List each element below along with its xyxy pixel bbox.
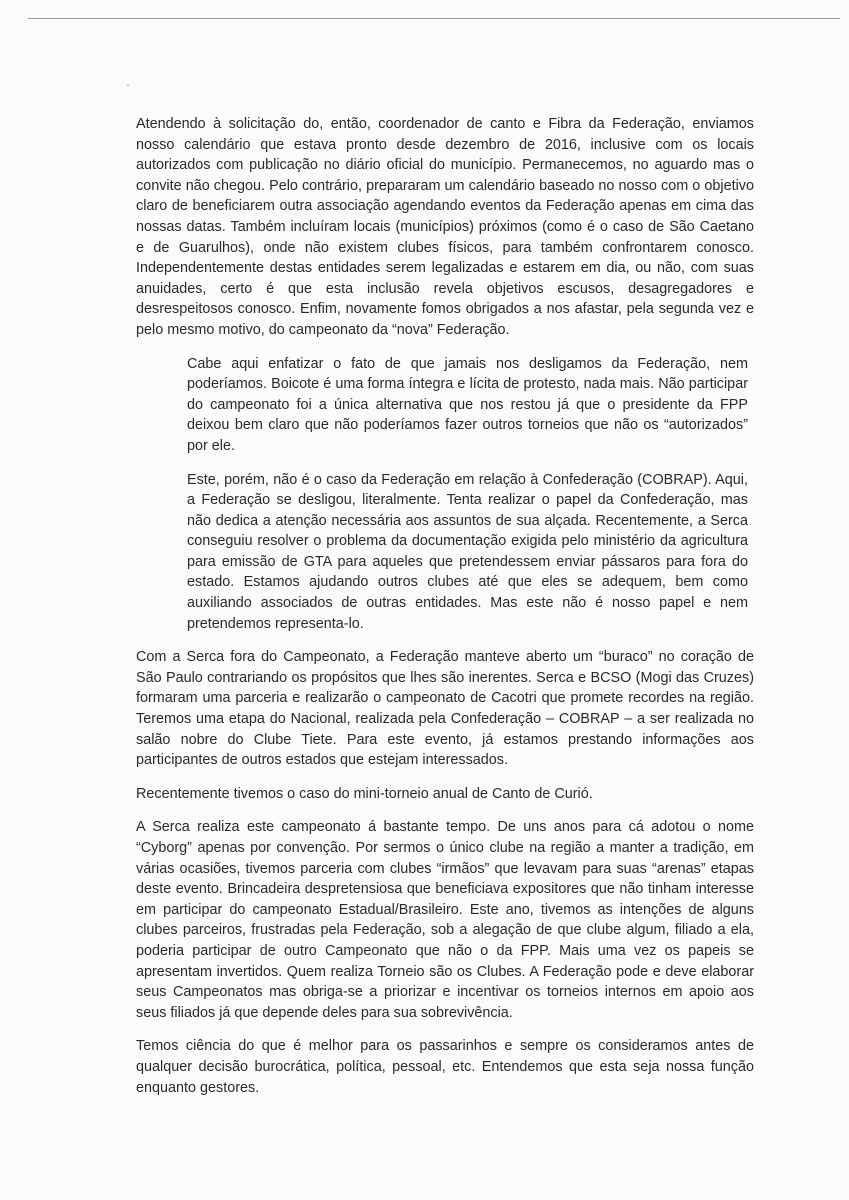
paragraph-buraco: Com a Serca fora do Campeonato, a Federação manteve aberto um “buraco” no coração de São Paulo contrariando os propósitos que lhes são inerentes. Serca e BCSO (Mogi das Cruzes) formaram uma parceria e realizarão o campeonato de Cacotri que promete recordes na região. Teremos uma etapa do Nacional, realizada pela Confederação – COBRAP – a ser realizada no salão nobre do Clube Tiete. Para este evento, já estamos prestando informações aos participantes de outros estados que estejam interessados. bbox=[136, 649, 754, 769]
scan-edge-line bbox=[28, 18, 840, 19]
paragraph-boicote: Cabe aqui enfatizar o fato de que jamais nos desligamos da Federação, nem poderíamos. Boicote é uma forma íntegra e lícita de protesto, nada mais. Não participar do campeonato foi a única alternativa que nos restou já que o presidente da FPP deixou bem claro que não poderíamos fazer outros torneios que não os “autorizados” por ele. bbox=[187, 355, 748, 454]
paragraph-gestores: Temos ciência do que é melhor para os passarinhos e sempre os consideramos antes de qualquer decisão burocrática, política, pessoal, etc. Entendemos que esta seja nossa função enquanto gestores. bbox=[136, 1038, 754, 1096]
paragraph-cyborg: A Serca realiza este campeonato á bastante tempo. De uns anos para cá adotou o nome “Cyborg” apenas por convenção. Por sermos o único clube na região a manter a tradição, em várias ocasiões, tivemos parceria com clubes “irmãos” que levavam para suas “arenas” etapas deste evento. Brincadeira despretensiosa que beneficiava expositores que não tinham interesse em participar do campeonato Estadual/Brasileiro. Este ano, tivemos as intenções de alguns clubes parceiros, frustradas pela Federação, sob a alegação de que clube algum, filiado a ela, poderia participar de outro Campeonato que não o da FPP. Mais uma vez os papeis se apresentam invertidos. Quem realiza Torneio são os Clubes. A Federação pode e deve elaborar seus Campeonatos mas obriga-se a priorizar e incentivar os torneios internos em apoio aos seus filiados já que depende deles para sua sobrevivência. bbox=[136, 819, 754, 1021]
scan-speck bbox=[127, 84, 129, 86]
paragraph-confederacao: Este, porém, não é o caso da Federação em relação à Confederação (COBRAP). Aqui, a Federação se desligou, literalmente. Tenta realizar o papel da Confederação, mas não dedica a atenção necessária aos assuntos de sua alçada. Recentemente, a Serca conseguiu resolver o problema da documentação exigida pelo ministério da agricultura para emissão de GTA para aqueles que pretendessem enviar pássaros para fora do estado. Estamos ajudando outros clubes até que eles se adequem, bem como auxiliando associados de outras entidades. Mas este não é nosso papel e nem pretendemos representa-lo. bbox=[187, 471, 748, 632]
document-body bbox=[136, 114, 754, 1111]
paragraph-calendario: Atendendo à solicitação do, então, coordenador de canto e Fibra da Federação, enviamos nosso calendário que estava pronto desde dezembro de 2016, inclusive com os locais autorizados com publicação no diário oficial do município. Permanecemos, no aguardo mas o convite não chegou. Pelo contrário, prepararam um calendário baseado no nosso com o objetivo claro de beneficiarem outra associação agendando eventos da Federação apenas em cima das nossas datas. Também incluíram locais (municípios) próximos (como é o caso de São Caetano e de Guarulhos), onde não existem clubes físicos, para também confrontarem conosco. Independentemente destas entidades serem legalizadas e estarem em dia, ou não, com suas anuidades, certo é que esta inclusão revela objetivos escusos, desagregadores e desrespeitosos conosco. Enfim, novamente fomos obrigados a nos afastar, pela segunda vez e pelo mesmo motivo, do campeonato da “nova” Federação. bbox=[136, 116, 754, 338]
paragraph-mini-torneio: Recentemente tivemos o caso do mini-torneio anual de Canto de Curió. bbox=[136, 785, 593, 802]
